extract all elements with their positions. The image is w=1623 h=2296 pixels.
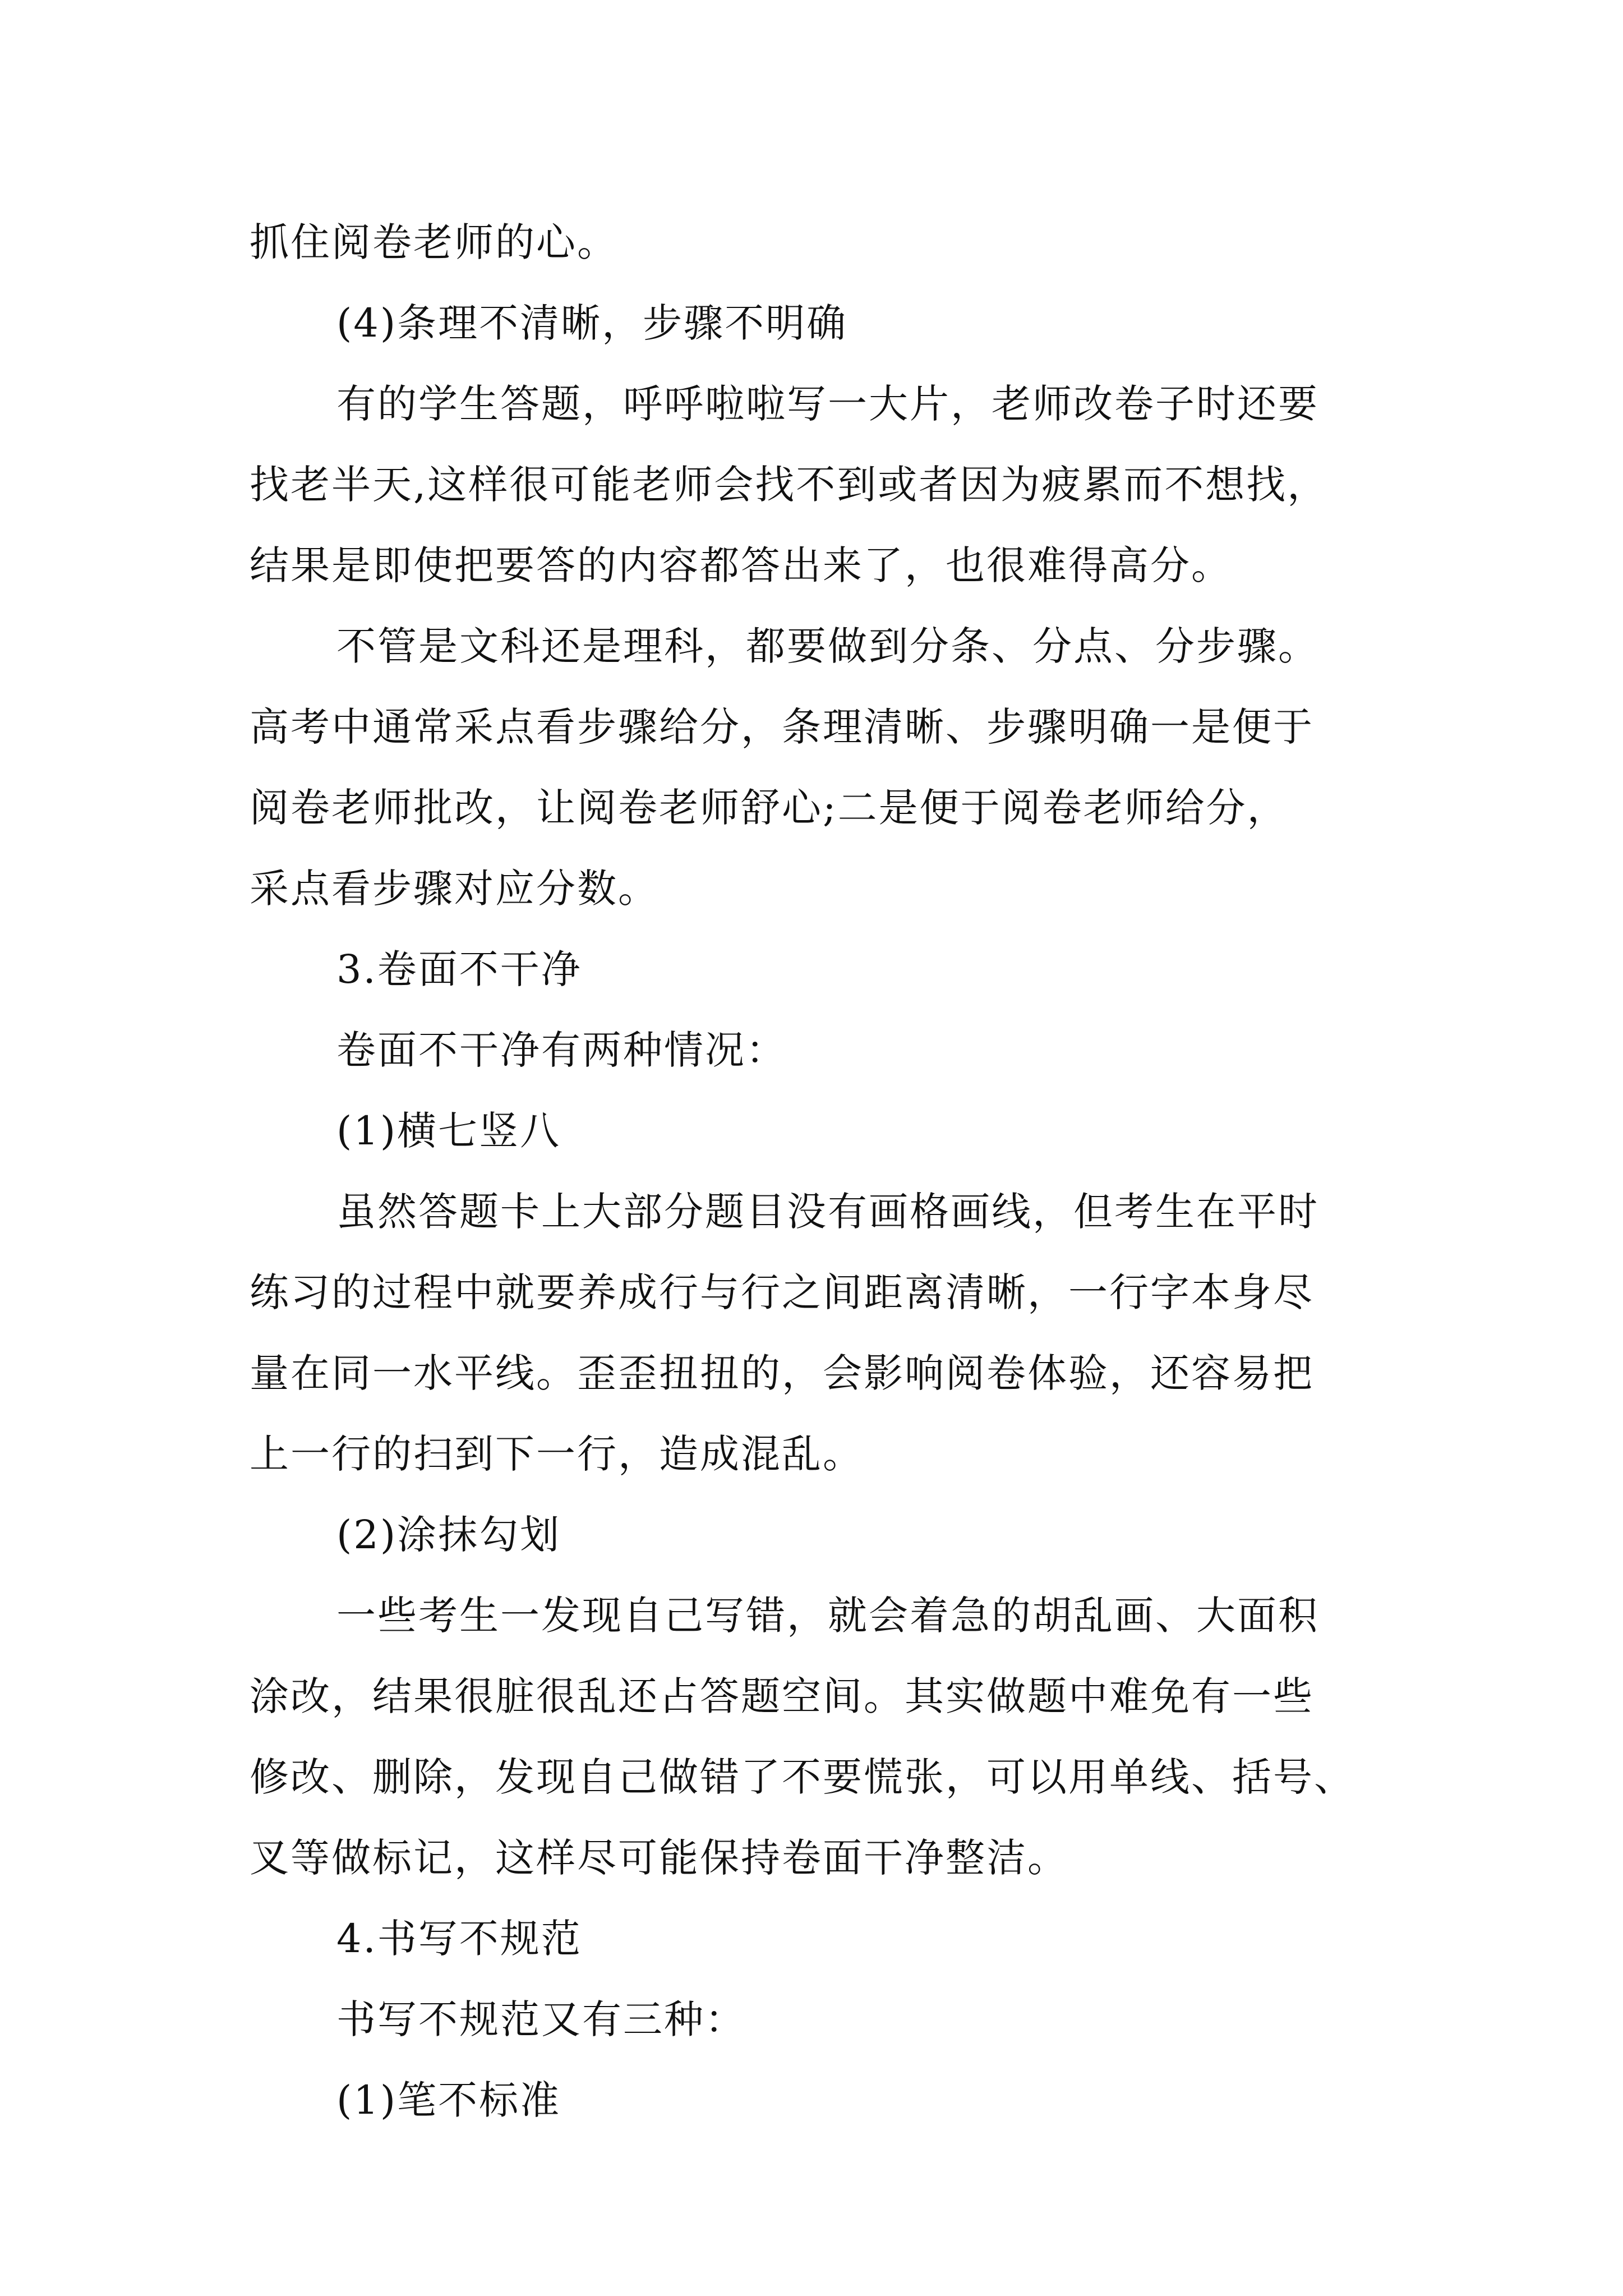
text-line: 阅卷老师批改，让阅卷老师舒心;二是便于阅卷老师给分， xyxy=(250,785,1288,831)
text-line: 修改、删除，发现自己做错了不要慌张，可以用单线、括号、 xyxy=(250,1754,1355,1800)
section-heading-line: 4.书写不规范 xyxy=(336,1916,582,1962)
text-line: 叉等做标记，这样尽可能保持卷面干净整洁。 xyxy=(250,1835,1068,1881)
text-line: 高考中通常采点看步骤给分，条理清晰、步骤明确一是便于 xyxy=(250,704,1314,750)
text-line: 虽然答题卡上大部分题目没有画格画线，但考生在平时 xyxy=(336,1189,1319,1235)
text-line: 一些考生一发现自己写错，就会着急的胡乱画、大面积 xyxy=(336,1593,1319,1639)
subheading-line: (1)笔不标准 xyxy=(336,2077,561,2123)
text-line: 卷面不干净有两种情况： xyxy=(336,1027,787,1073)
section-heading-line: 3.卷面不干净 xyxy=(336,946,582,992)
text-line: 书写不规范又有三种： xyxy=(336,1996,746,2042)
text-line: 采点看步骤对应分数。 xyxy=(250,866,659,912)
subheading-line: (2)涂抹勾划 xyxy=(336,1512,561,1558)
text-line: 找老半天,这样很可能老师会找不到或者因为疲累而不想找， xyxy=(250,462,1329,508)
text-line: 抓住阅卷老师的心。 xyxy=(250,219,618,265)
text-line: 有的学生答题，呼呼啦啦写一大片，老师改卷子时还要 xyxy=(336,381,1319,427)
text-line: 上一行的扫到下一行，造成混乱。 xyxy=(250,1431,864,1477)
subheading-line: (4)条理不清晰，步骤不明确 xyxy=(336,300,848,346)
text-line: 不管是文科还是理科，都要做到分条、分点、分步骤。 xyxy=(336,623,1319,669)
text-line: 练习的过程中就要养成行与行之间距离清晰，一行字本身尽 xyxy=(250,1269,1314,1315)
text-line: 量在同一水平线。歪歪扭扭的，会影响阅卷体验，还容易把 xyxy=(250,1350,1314,1396)
text-line: 结果是即使把要答的内容都答出来了，也很难得高分。 xyxy=(250,542,1232,588)
subheading-line: (1)横七竖八 xyxy=(336,1108,561,1154)
document-body xyxy=(250,202,1388,2141)
text-line: 涂改，结果很脏很乱还占答题空间。其实做题中难免有一些 xyxy=(250,1673,1314,1719)
